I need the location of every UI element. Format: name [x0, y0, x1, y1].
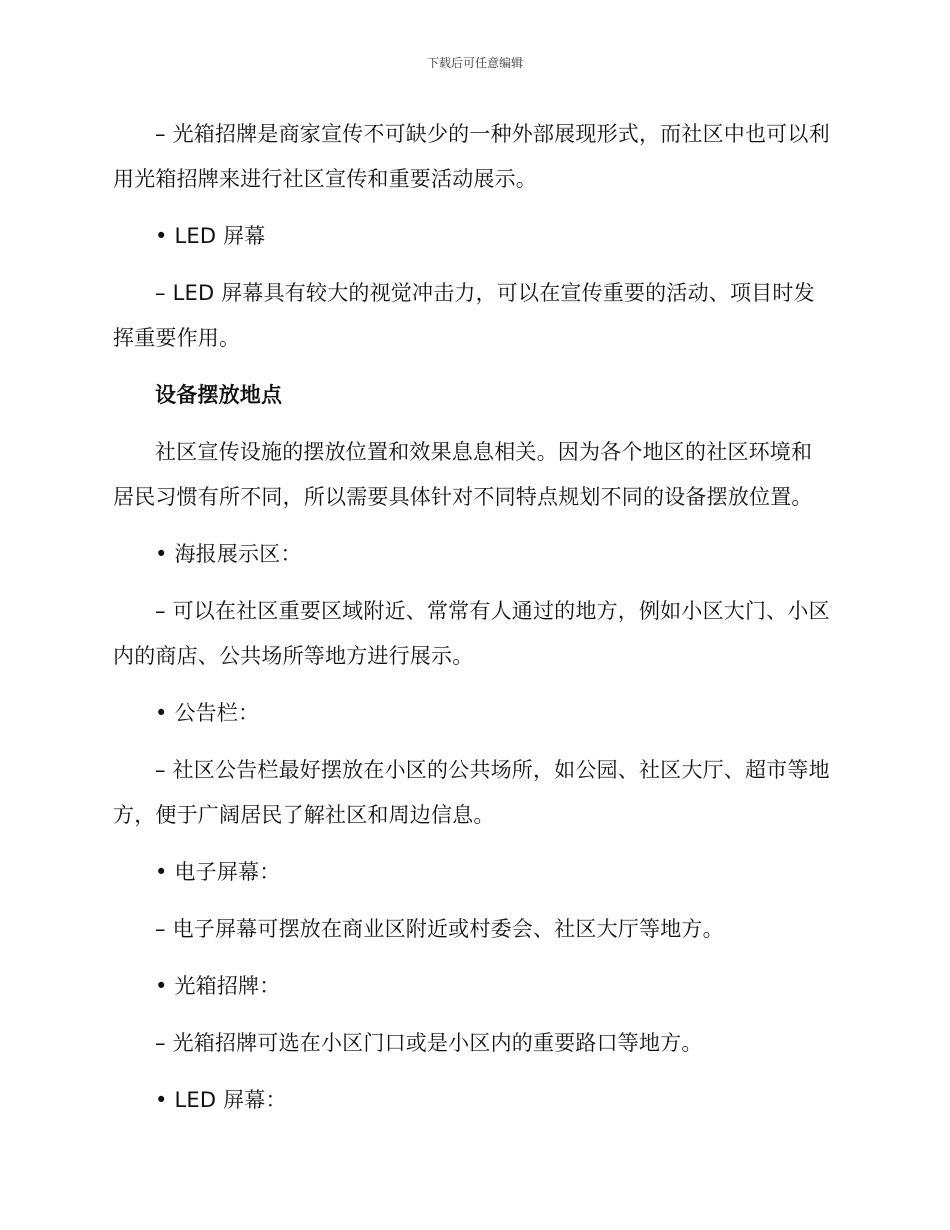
bullet-poster-area: • 海报展示区：: [155, 542, 302, 566]
paragraph-poster-desc: – 可以在社区重要区域附近、常常有人通过的地方，例如小区大门、小区内的商店、公共场所等地方进行展示。: [113, 599, 830, 668]
paragraph-bulletin-desc: – 社区公告栏最好摆放在小区的公共场所，如公园、社区大厅、超市等地方，便于广阔居民了解社区和周边信息。: [113, 758, 830, 827]
document-body: [113, 112, 833, 1135]
bullet-bulletin-board: • 公告栏：: [155, 701, 260, 725]
paragraph-intro: 社区宣传设施的摆放位置和效果息息相关。因为各个地区的社区环境和居民习惯有所不同，所以需要具体针对不同特点规划不同的设备摆放位置。: [113, 440, 813, 509]
paragraph-led-desc: – LED 屏幕具有较大的视觉冲击力，可以在宣传重要的活动、项目时发挥重要作用。: [113, 281, 815, 350]
page-header: 下载后可任意编辑: [426, 56, 523, 70]
section-heading: 设备摆放地点: [155, 383, 283, 407]
paragraph-lightbox-location: – 光箱招牌可选在小区门口或是小区内的重要路口等地方。: [155, 1031, 703, 1055]
bullet-lightbox: • 光箱招牌：: [155, 974, 281, 998]
bullet-electronic-screen: • 电子屏幕：: [155, 860, 281, 884]
paragraph-electronic-desc: – 电子屏幕可摆放在商业区附近或村委会、社区大厅等地方。: [155, 917, 724, 941]
bullet-led-location: • LED 屏幕：: [155, 1088, 287, 1112]
bullet-led-screen: • LED 屏幕: [155, 224, 266, 248]
paragraph-lightbox-desc: – 光箱招牌是商家宣传不可缺少的一种外部展现形式，而社区中也可以利用光箱招牌来进行社区宣传和重要活动展示。: [113, 122, 830, 191]
